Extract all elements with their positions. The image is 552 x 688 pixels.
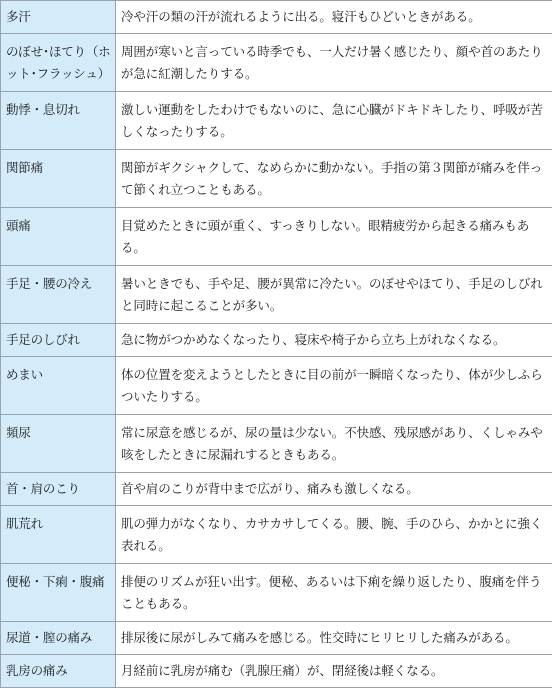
symptom-name: 多汗: [1, 1, 116, 34]
symptom-description: 暑いときでも、手や足、腰が異常に冷たい。のぼせやほてり、手足のしびれと同時に起こることが多い。: [116, 266, 552, 324]
symptom-description: 冷や汗の類の汗が流れるように出る。寝汗もひどいときがある。: [116, 1, 552, 34]
symptom-name: 頭痛: [1, 208, 116, 266]
symptom-description: 肌の弾力がなくなり、カサカサしてくる。腰、腕、手のひら、かかとに強く表れる。: [116, 506, 552, 564]
symptom-name: 手足のしびれ: [1, 324, 116, 357]
symptom-name: 動悸・息切れ: [1, 92, 116, 150]
table-row: [1, 655, 552, 688]
symptom-description: 周囲が寒いと言っている時季でも、一人だけ暑く感じたり、顔や首のあたりが急に紅潮したりする。: [116, 34, 552, 92]
symptom-name: 手足・腰の冷え: [1, 266, 116, 324]
symptom-description: 排尿後に尿がしみて痛みを感じる。性交時にヒリヒリした痛みがある。: [116, 622, 552, 655]
table-row: [1, 266, 552, 324]
table-row: [1, 415, 552, 473]
table-row: [1, 150, 552, 208]
symptom-name: 首・肩のこり: [1, 473, 116, 506]
table-row: [1, 324, 552, 357]
symptom-name: 乳房の痛み: [1, 655, 116, 688]
table-row: [1, 506, 552, 564]
table-row: [1, 92, 552, 150]
symptom-name: 頻尿: [1, 415, 116, 473]
symptom-name: 便秘・下痢・腹痛: [1, 564, 116, 622]
table-row: [1, 622, 552, 655]
table-row: [1, 208, 552, 266]
symptom-description: 急に物がつかめなくなったり、寝床や椅子から立ち上がれなくなる。: [116, 324, 552, 357]
symptom-name: 肌荒れ: [1, 506, 116, 564]
table-row: [1, 34, 552, 92]
symptom-description: 激しい運動をしたわけでもないのに、急に心臓がドキドキしたり、呼吸が苦しくなったりする。: [116, 92, 552, 150]
symptom-description: 月経前に乳房が痛む（乳腺圧痛）が、閉経後は軽くなる。: [116, 655, 552, 688]
symptom-description: 体の位置を変えようとしたときに目の前が一瞬暗くなったり、体が少しふらついたりする。: [116, 357, 552, 415]
table-row: [1, 357, 552, 415]
symptom-name: 関節痛: [1, 150, 116, 208]
symptom-description: 関節がギクシャクして、なめらかに動かない。手指の第３関節が痛みを伴って節くれ立つこともある。: [116, 150, 552, 208]
symptom-description: 目覚めたときに頭が重く、すっきりしない。眼精疲労から起きる痛みもある。: [116, 208, 552, 266]
symptom-description: 常に尿意を感じるが、尿の量は少ない。不快感、残尿感があり、くしゃみや咳をしたときに尿漏れするときもある。: [116, 415, 552, 473]
table-row: [1, 564, 552, 622]
table-row: [1, 1, 552, 34]
symptom-description: 首や肩のこりが背中まで広がり、痛みも激しくなる。: [116, 473, 552, 506]
symptom-name: のぼせ･ほてり（ホット･フラッシュ）: [1, 34, 116, 92]
symptom-description: 排便のリズムが狂い出す。便秘、あるいは下痢を繰り返したり、腹痛を伴うこともある。: [116, 564, 552, 622]
symptom-table-body: [1, 1, 552, 688]
symptom-name: めまい: [1, 357, 116, 415]
symptom-name: 尿道・膣の痛み: [1, 622, 116, 655]
table-row: [1, 473, 552, 506]
